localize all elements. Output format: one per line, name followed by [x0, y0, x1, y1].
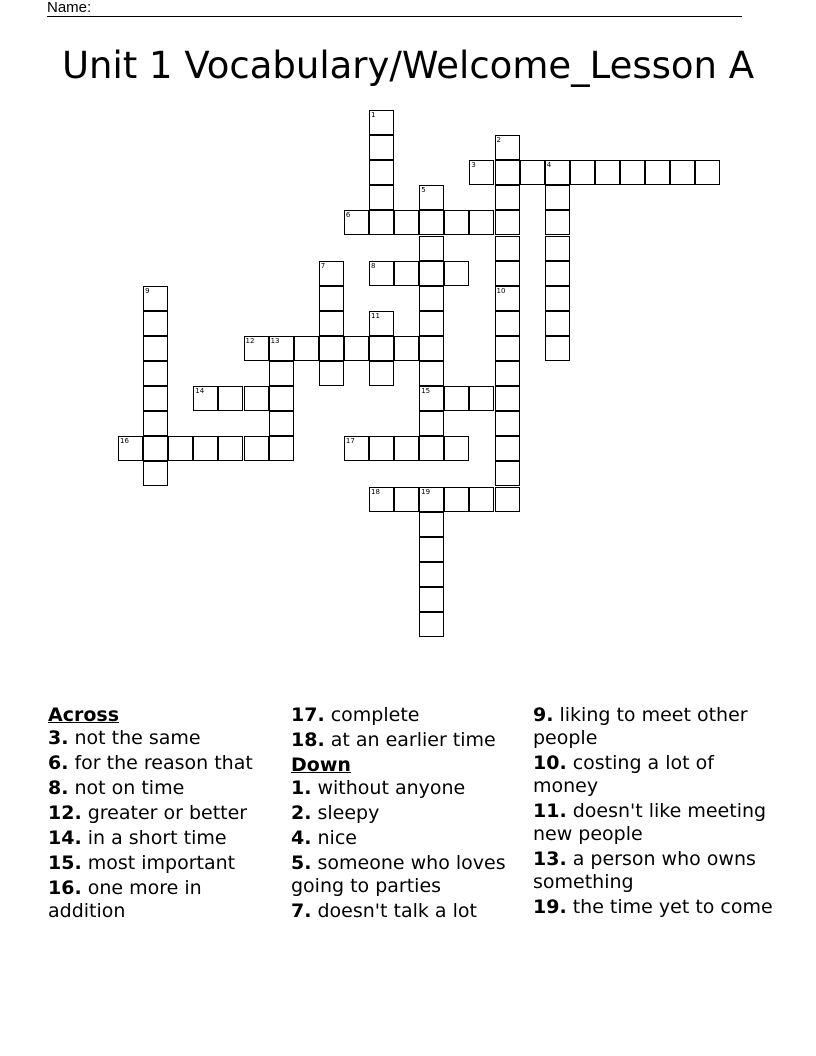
crossword-cell[interactable] [419, 236, 444, 261]
clue-number: 18. [291, 729, 325, 751]
crossword-cell[interactable] [570, 160, 595, 185]
crossword-cell[interactable] [218, 386, 243, 411]
crossword-cell[interactable] [620, 160, 645, 185]
clue-number: 3. [48, 727, 69, 749]
cell-number: 4 [546, 161, 552, 170]
crossword-cell[interactable] [218, 436, 243, 461]
down-clue [533, 800, 773, 846]
crossword-cell[interactable] [645, 160, 670, 185]
crossword-cell[interactable] [344, 436, 369, 461]
clues-column-3 [533, 704, 773, 921]
across-clue [291, 729, 523, 752]
down-clue [533, 704, 773, 750]
across-heading: Across [48, 704, 120, 726]
crossword-cell[interactable] [545, 311, 570, 336]
crossword-cell[interactable] [670, 160, 695, 185]
cell-number: 15 [421, 387, 431, 396]
crossword-cell[interactable] [419, 311, 444, 336]
crossword-cell[interactable] [444, 261, 469, 286]
crossword-cell[interactable] [244, 336, 269, 361]
crossword-cell[interactable] [545, 210, 570, 235]
clue-text: not on time [68, 777, 185, 799]
crossword-cell[interactable] [369, 436, 394, 461]
clue-text: sleepy [311, 802, 380, 824]
crossword-cell[interactable] [344, 336, 369, 361]
crossword-cell[interactable] [419, 512, 444, 537]
crossword-cell[interactable] [419, 612, 444, 637]
clue-text: at an earlier time [324, 729, 496, 751]
clue-number: 12. [48, 802, 82, 824]
cell-number: 13 [270, 336, 280, 345]
clue-text: a person who owns something [533, 848, 756, 893]
crossword-cell[interactable] [520, 160, 545, 185]
clue-text: costing a lot of money [533, 752, 714, 797]
crossword-cell[interactable] [369, 210, 394, 235]
crossword-cell[interactable] [469, 160, 494, 185]
down-clue [291, 852, 523, 898]
crossword-cell[interactable] [269, 411, 294, 436]
clue-number: 14. [48, 827, 82, 849]
clue-text: one more in addition [48, 877, 202, 922]
crossword-cell[interactable] [419, 537, 444, 562]
crossword-cell[interactable] [419, 261, 444, 286]
down-clue [291, 777, 523, 800]
crossword-cell[interactable] [369, 336, 394, 361]
cell-number: 11 [371, 311, 380, 320]
clue-text: greater or better [81, 802, 248, 824]
crossword-cell[interactable] [419, 185, 444, 210]
crossword-cell[interactable] [394, 261, 419, 286]
crossword-cell[interactable] [193, 386, 218, 411]
clue-number: 19. [533, 896, 567, 918]
crossword-cell[interactable] [419, 386, 444, 411]
clue-number: 17. [291, 704, 325, 726]
crossword-cell[interactable] [369, 110, 394, 135]
across-clue [48, 802, 280, 825]
crossword-cell[interactable] [319, 336, 344, 361]
crossword-cell[interactable] [444, 487, 469, 512]
crossword-cell[interactable] [143, 411, 168, 436]
crossword-cell[interactable] [193, 436, 218, 461]
crossword-cell[interactable] [394, 210, 419, 235]
clue-text: someone who loves going to parties [291, 852, 506, 897]
crossword-cell[interactable] [469, 210, 494, 235]
clues-column-1 [48, 704, 280, 925]
cell-number: 7 [320, 261, 326, 270]
crossword-cell[interactable] [143, 286, 168, 311]
clue-number: 16. [48, 877, 82, 899]
cell-number: 8 [371, 261, 376, 270]
clues-column-2 [291, 704, 523, 925]
crossword-cell[interactable] [369, 135, 394, 160]
clue-text: complete [324, 704, 420, 726]
crossword-cell[interactable] [369, 311, 394, 336]
down-clue [291, 900, 523, 923]
crossword-cell[interactable] [319, 311, 344, 336]
crossword-cell[interactable] [143, 386, 168, 411]
cell-number: 12 [245, 336, 255, 345]
crossword-cell[interactable] [444, 386, 469, 411]
crossword-cell[interactable] [269, 336, 294, 361]
cell-number: 17 [345, 437, 355, 446]
page-title: Unit 1 Vocabulary/Welcome_Lesson A [61, 44, 755, 87]
crossword-cell[interactable] [143, 361, 168, 386]
crossword-cell[interactable] [419, 336, 444, 361]
clue-text: not the same [68, 727, 201, 749]
crossword-cell[interactable] [319, 261, 344, 286]
crossword-cell[interactable] [545, 261, 570, 286]
crossword-cell[interactable] [419, 436, 444, 461]
crossword-cell[interactable] [545, 336, 570, 361]
crossword-cell[interactable] [545, 236, 570, 261]
crossword-cell[interactable] [419, 361, 444, 386]
crossword-cell[interactable] [495, 210, 520, 235]
crossword-cell[interactable] [444, 436, 469, 461]
crossword-cell[interactable] [419, 286, 444, 311]
crossword-cell[interactable] [495, 160, 520, 185]
crossword-cell[interactable] [595, 160, 620, 185]
cell-number: 16 [120, 437, 129, 446]
crossword-cell[interactable] [419, 411, 444, 436]
cell-number: 18 [371, 487, 380, 496]
crossword-cell[interactable] [143, 461, 168, 486]
cell-number: 6 [345, 211, 351, 220]
clue-number: 2. [291, 802, 312, 824]
crossword-cell[interactable] [294, 336, 319, 361]
clue-text: the time yet to come [566, 896, 773, 918]
clue-text: doesn't like meeting new people [533, 800, 767, 845]
cell-number: 9 [145, 286, 150, 295]
crossword-cell[interactable] [269, 386, 294, 411]
cell-number: 14 [195, 387, 205, 396]
crossword-cell[interactable] [495, 185, 520, 210]
across-clue [48, 852, 280, 875]
crossword-cell[interactable] [419, 487, 444, 512]
clue-number: 13. [533, 848, 567, 870]
clue-number: 8. [48, 777, 69, 799]
clue-number: 11. [533, 800, 567, 822]
crossword-cell[interactable] [469, 487, 494, 512]
clue-text: for the reason that [68, 752, 253, 774]
down-clue [291, 827, 523, 850]
crossword-cell[interactable] [143, 336, 168, 361]
crossword-cell[interactable] [495, 311, 520, 336]
crossword-cell[interactable] [469, 386, 494, 411]
across-clue [48, 727, 280, 750]
clue-number: 7. [291, 900, 312, 922]
clue-text: in a short time [81, 827, 227, 849]
crossword-cell[interactable] [394, 487, 419, 512]
crossword-cell[interactable] [495, 336, 520, 361]
clue-text: doesn't talk a lot [311, 900, 477, 922]
crossword-cell[interactable] [319, 286, 344, 311]
crossword-cell[interactable] [394, 336, 419, 361]
clue-number: 1. [291, 777, 312, 799]
crossword-cell[interactable] [394, 436, 419, 461]
crossword-cell[interactable] [419, 210, 444, 235]
crossword-cell[interactable] [168, 436, 193, 461]
crossword-cell[interactable] [369, 261, 394, 286]
crossword-cell[interactable] [545, 185, 570, 210]
cell-number: 2 [496, 136, 501, 145]
clue-number: 9. [533, 704, 554, 726]
crossword-cell[interactable] [695, 160, 720, 185]
crossword-cell[interactable] [369, 185, 394, 210]
crossword-cell[interactable] [244, 436, 269, 461]
crossword-cell[interactable] [143, 311, 168, 336]
crossword-cell[interactable] [495, 261, 520, 286]
crossword-cell[interactable] [545, 160, 570, 185]
cell-number: 5 [421, 186, 426, 195]
cell-number: 10 [496, 286, 506, 295]
down-clue [533, 752, 773, 798]
down-clue [533, 896, 773, 919]
clue-text: nice [311, 827, 357, 849]
across-clue [48, 752, 280, 775]
clue-text: liking to meet other people [533, 704, 748, 749]
clue-number: 6. [48, 752, 69, 774]
crossword-cell[interactable] [344, 210, 369, 235]
crossword-cell[interactable] [244, 386, 269, 411]
crossword-cell[interactable] [419, 562, 444, 587]
crossword-cell[interactable] [495, 386, 520, 411]
clue-number: 10. [533, 752, 567, 774]
down-clue [533, 848, 773, 894]
cell-number: 3 [471, 161, 476, 170]
crossword-cell[interactable] [495, 236, 520, 261]
crossword-cell[interactable] [545, 286, 570, 311]
crossword-cell[interactable] [369, 160, 394, 185]
crossword-cell[interactable] [118, 436, 143, 461]
across-clue [48, 827, 280, 850]
crossword-cell[interactable] [369, 487, 394, 512]
crossword-cell[interactable] [495, 361, 520, 386]
crossword-cell[interactable] [269, 361, 294, 386]
across-clue [48, 777, 280, 800]
clue-text: most important [81, 852, 236, 874]
crossword-cell[interactable] [495, 135, 520, 160]
crossword-cell[interactable] [269, 436, 294, 461]
cell-number: 19 [421, 487, 431, 496]
clue-number: 5. [291, 852, 312, 874]
crossword-cell[interactable] [369, 361, 394, 386]
crossword-cell[interactable] [319, 361, 344, 386]
clue-text: without anyone [311, 777, 466, 799]
across-clue [291, 704, 523, 727]
crossword-cell[interactable] [495, 286, 520, 311]
crossword-cell[interactable] [495, 487, 520, 512]
down-heading: Down [291, 754, 351, 776]
clue-number: 4. [291, 827, 312, 849]
cell-number: 1 [371, 111, 376, 119]
across-clue [48, 877, 280, 923]
crossword-cell[interactable] [444, 210, 469, 235]
crossword-cell[interactable] [495, 411, 520, 436]
clue-number: 15. [48, 852, 82, 874]
down-clue [291, 802, 523, 825]
crossword-cell[interactable] [419, 587, 444, 612]
crossword-cell[interactable] [143, 436, 168, 461]
crossword-cell[interactable] [495, 461, 520, 486]
name-label: Name: [47, 0, 92, 16]
crossword-cell[interactable] [495, 436, 520, 461]
